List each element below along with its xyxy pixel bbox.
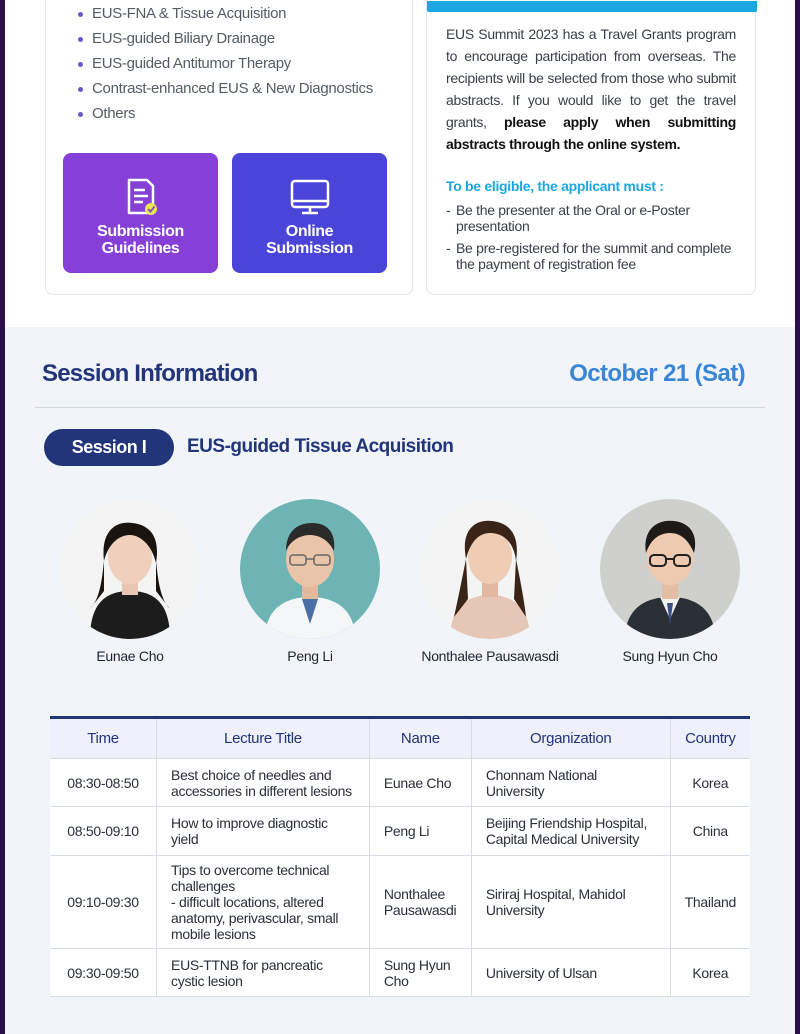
- table-row: [50, 807, 750, 856]
- speaker-card: [40, 499, 220, 664]
- session-topic: EUS-guided Tissue Acquisition: [187, 436, 454, 457]
- document-check-icon: [121, 177, 161, 217]
- online-submission-label: Online Submission: [266, 223, 353, 257]
- column-header-title: Lecture Title: [157, 718, 370, 759]
- cell-organization: University of Ulsan: [471, 949, 670, 997]
- grant-header-bar: [427, 1, 757, 12]
- table-row: [50, 949, 750, 997]
- cell-lecture-title: Best choice of needles and accessories in different lesions: [157, 759, 370, 807]
- speaker-name: Nonthalee Pausawasdi: [421, 648, 559, 664]
- cell-lecture-title: Tips to overcome technical challenges - difficult locations, altered anatomy, perivascular, small mobile lesions: [157, 856, 370, 949]
- bullet-icon: [78, 12, 83, 17]
- bullet-icon: [78, 62, 83, 67]
- speaker-photo: [600, 499, 740, 639]
- topic-item: EUS-guided Antitumor Therapy: [78, 54, 373, 79]
- topics-card: [45, 0, 413, 295]
- grant-description: EUS Summit 2023 has a Travel Grants program to encourage participation from overseas. The recipients will be selected from those who submit abstracts. If you would like to get the travel grants, please apply when submitting abstracts through the online system.: [446, 26, 736, 152]
- eligibility-item: - Be pre-registered for the summit and complete the payment of registration fee: [446, 240, 732, 272]
- cell-time: 09:30-09:50: [50, 949, 157, 997]
- schedule-table: [50, 716, 750, 997]
- speaker-name: Peng Li: [287, 648, 333, 664]
- cell-organization: Chonnam National University: [471, 759, 670, 807]
- portrait-icon: [420, 499, 560, 639]
- cell-speaker-name: Nonthalee Pausawasdi: [369, 856, 471, 949]
- speaker-card: [220, 499, 400, 664]
- monitor-icon: [290, 177, 330, 217]
- cell-country: Korea: [670, 759, 750, 807]
- column-header-country: Country: [670, 718, 750, 759]
- speaker-card: [580, 499, 760, 664]
- session-badge: Session I: [44, 429, 174, 466]
- cell-lecture-title: How to improve diagnostic yield: [157, 807, 370, 856]
- table-row: [50, 856, 750, 949]
- column-header-organization: Organization: [471, 718, 670, 759]
- topic-list: [78, 4, 373, 129]
- topic-item: Others: [78, 104, 373, 129]
- speaker-photo: [60, 499, 200, 639]
- travel-grant-card: [426, 0, 756, 295]
- speaker-name: Eunae Cho: [96, 648, 164, 664]
- cell-country: China: [670, 807, 750, 856]
- cell-lecture-title: EUS-TTNB for pancreatic cystic lesion: [157, 949, 370, 997]
- column-header-time: Time: [50, 718, 157, 759]
- portrait-icon: [600, 499, 740, 639]
- page-frame: [5, 0, 795, 1034]
- portrait-icon: [240, 499, 380, 639]
- cell-time: 08:30-08:50: [50, 759, 157, 807]
- cell-speaker-name: Eunae Cho: [369, 759, 471, 807]
- submission-guidelines-button[interactable]: [63, 153, 218, 273]
- eligibility-list: [446, 202, 746, 278]
- speaker-photo: [240, 499, 380, 639]
- column-header-name: Name: [369, 718, 471, 759]
- portrait-icon: [60, 499, 200, 639]
- speaker-name: Sung Hyun Cho: [622, 648, 718, 664]
- cell-country: Korea: [670, 949, 750, 997]
- speaker-photo: [420, 499, 560, 639]
- cell-country: Thailand: [670, 856, 750, 949]
- bullet-icon: [78, 87, 83, 92]
- cell-time: 08:50-09:10: [50, 807, 157, 856]
- table-row: [50, 759, 750, 807]
- speaker-card: [400, 499, 580, 664]
- table-header-row: [50, 718, 750, 759]
- bullet-icon: [78, 112, 83, 117]
- topic-item: EUS-FNA & Tissue Acquisition: [78, 4, 373, 29]
- cell-organization: Siriraj Hospital, Mahidol University: [471, 856, 670, 949]
- online-submission-button[interactable]: [232, 153, 387, 273]
- topic-item: Contrast-enhanced EUS & New Diagnostics: [78, 79, 373, 104]
- cell-organization: Beijing Friendship Hospital, Capital Medical University: [471, 807, 670, 856]
- cell-time: 09:10-09:30: [50, 856, 157, 949]
- bullet-icon: [78, 37, 83, 42]
- session-heading: Session Information: [42, 360, 258, 387]
- topic-item: EUS-guided Biliary Drainage: [78, 29, 373, 54]
- cell-speaker-name: Sung Hyun Cho: [369, 949, 471, 997]
- session-date: October 21 (Sat): [569, 360, 745, 387]
- eligibility-item: - Be the presenter at the Oral or e-Poster presentation: [446, 202, 690, 234]
- submission-section: [5, 0, 795, 327]
- eligibility-title: To be eligible, the applicant must :: [446, 178, 664, 194]
- section-divider: [35, 407, 765, 408]
- cell-speaker-name: Peng Li: [369, 807, 471, 856]
- submission-guidelines-label: Submission Guidelines: [97, 223, 184, 257]
